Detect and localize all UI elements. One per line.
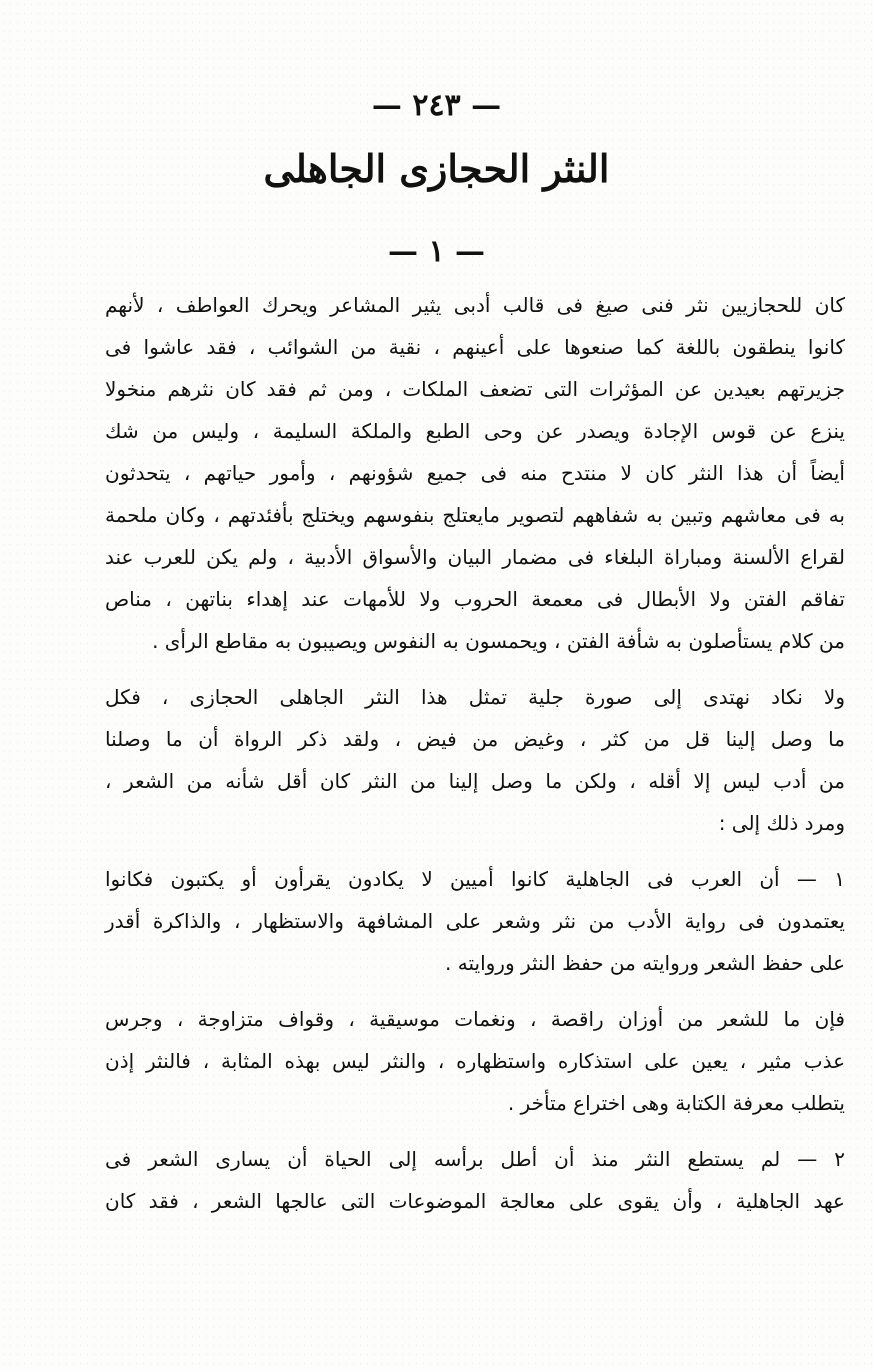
- text-line: به فى معاشهم وتبين به شفاههم لتصوير مايعتلج بنفوسهم ويختلج بأفئدتهم ، وكان ملحمة: [105, 503, 845, 527]
- text-line: يعتمدون فى رواية الأدب من نثر وشعر على المشافهة والاستظهار ، والذاكرة أقدر: [105, 909, 845, 933]
- text-line: ينزع عن قوس الإجادة ويصدر عن وحى الطبع والملكة السليمة ، وليس من شك: [105, 419, 845, 443]
- text-line: كان للحجازيين نثر فنى صيغ فى قالب أدبى يثير المشاعر ويحرك العواطف ، لأنهم: [105, 293, 845, 317]
- text-line: يتطلب معرفة الكتابة وهى اختراع متأخر .: [507, 1091, 845, 1115]
- section-number: — ١ —: [387, 234, 486, 269]
- text-line: فإن ما للشعر من أوزان راقصة ، ونغمات موسيقية ، وقواف متزاوجة ، وجرس: [105, 1007, 845, 1031]
- text-line: أيضاً أن هذا النثر كان لا منتدح منه فى جميع شؤونهم ، وأمور حياتهم ، يتحدثون: [105, 461, 845, 485]
- text-line: عهد الجاهلية ، وأن يقوى على معالجة الموضوعات التى عالجها الشعر ، فقد كان: [105, 1189, 845, 1213]
- text-line: من أدب ليس إلا أقله ، ولكن ما وصل إلينا من النثر كان أقل شأنه من الشعر ،: [105, 769, 845, 793]
- text-line: ما وصل إلينا قل من كثر ، وغيض من فيض ، ولقد ذكر الرواة أن ما وصلنا: [105, 727, 845, 751]
- paragraph-1: [105, 284, 845, 662]
- paragraph-4: [105, 998, 845, 1124]
- text-line: ولا نكاد نهتدى إلى صورة جلية تمثل هذا النثر الجاهلى الحجازى ، فكل: [105, 685, 845, 709]
- text-line: ١ — أن العرب فى الجاهلية كانوا أميين لا يكادون يقرأون أو يكتبون فكانوا: [105, 867, 845, 891]
- text-line: من كلام يستأصلون به شأفة الفتن ، ويحمسون به النفوس ويصيبون به مقاطع الرأى .: [152, 629, 845, 653]
- paragraph-2: [105, 676, 845, 844]
- text-line: كانوا ينطقون باللغة كما صنعوها على أعينهم ، نقية من الشوائب ، فقد عاشوا فى: [105, 335, 845, 359]
- text-line: ٢ — لم يستطع النثر منذ أن أطل برأسه إلى الحياة أن يسارى الشعر فى: [105, 1147, 845, 1171]
- text-line: تفاقم الفتن ولا الأبطال فى معمعة الحروب ولا للأمهات عند إهداء بناتهن ، مناص: [105, 587, 845, 611]
- text-line: ومرد ذلك إلى :: [718, 811, 845, 835]
- chapter-title: النثر الحجازى الجاهلى: [263, 146, 610, 191]
- text-line: عذب مثير ، يعين على استذكاره واستظهاره ، والنثر ليس بهذه المثابة ، فالنثر إذن: [105, 1049, 845, 1073]
- paragraph-5: [105, 1138, 845, 1222]
- text-line: جزيرتهم بعيدين عن المؤثرات التى تضعف الملكات ، ومن ثم فقد كان نثرهم منخولا: [105, 377, 845, 401]
- text-line: لقراع الألسنة ومباراة البلغاء فى مضمار البيان والأسواق الأدبية ، ولم يكن للعرب عند: [105, 545, 845, 569]
- page-number: — ٢٤٣ —: [371, 88, 502, 123]
- paragraph-3: [105, 858, 845, 984]
- text-line: على حفظ الشعر وروايته من حفظ النثر وروايته .: [445, 951, 845, 975]
- body-text: [105, 284, 845, 1222]
